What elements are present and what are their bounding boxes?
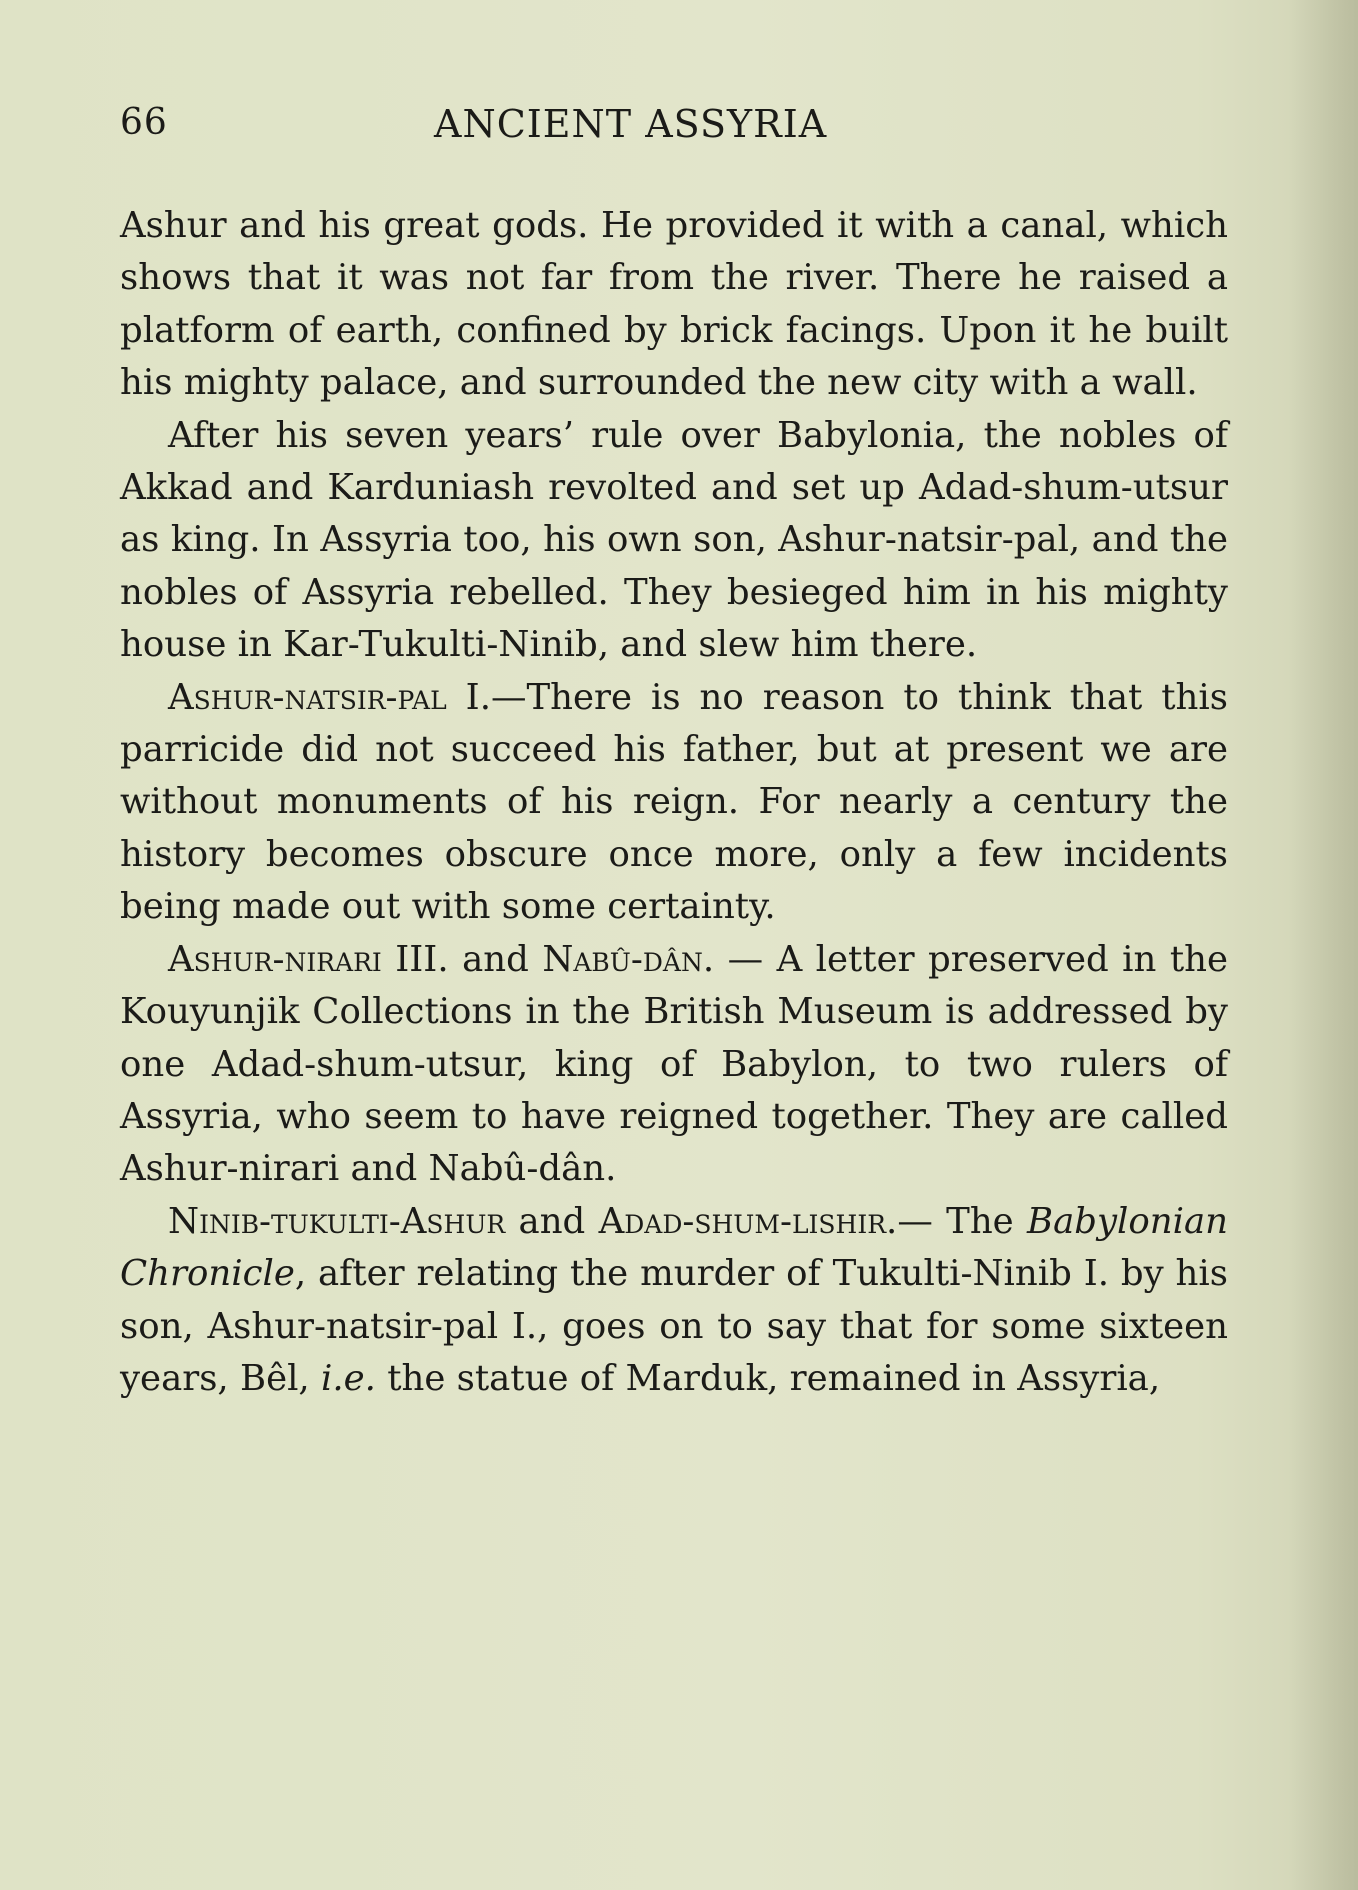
paragraph-5-text-c: the statue of Marduk, remained in Assyria, (375, 1357, 1161, 1399)
section-heading-ninib-tukulti-ashur: Ninib-tukulti-Ashur (168, 1200, 506, 1242)
paragraph-1-text: Ashur and his great gods. He provided it with a canal, which shows that it was not far from the river. There he raised a platform of earth, confined by brick facings. Upon it he built his mighty palace, and surrounded the new city with a wall. (120, 205, 1228, 404)
paragraph-2 (120, 410, 1228, 672)
paragraph-5-text-a: — The (897, 1200, 1027, 1242)
section-heading-adad-shum-lishir: Adad-shum-lishir. (598, 1200, 898, 1242)
page-number: 66 (120, 102, 168, 143)
paragraph-1 (120, 200, 1228, 410)
page-header (120, 102, 1230, 152)
section-heading-joiner: III. and (381, 938, 543, 980)
paragraph-5-text-b: , after relating the murder of Tukulti-Ninib I. by his son, Ashur-natsir-pal I., goes on to say that for some sixteen years, Bêl, (120, 1253, 1228, 1399)
paragraph-4-text: — A letter preserved in the Kouyunjik Collections in the British Museum is addressed by one Adad-shum-utsur, king of Babylon, to two rulers of Assyria, who seem to have reigned together. They are called Ashur-nirari and Nabû-dân. (120, 938, 1229, 1190)
section-heading-joiner: and (505, 1200, 599, 1242)
section-heading-nabu-dan: Nabû-dân. (542, 938, 715, 980)
paragraph-2-text: After his seven years’ rule over Babylonia, the nobles of Akkad and Karduniash revolted and set up Adad-shum-utsur as king. In Assyria too, his own son, Ashur-natsir-pal, and the nobles of Assyria rebelled. They besieged him in his mighty house in Kar-Tukulti-Ninib, and slew him there. (120, 414, 1228, 666)
abbreviation-ie: i.e. (321, 1357, 376, 1399)
section-heading-ashur-natsir-pal: Ashur-natsir-pal I. (168, 676, 491, 718)
book-title-babylonian-chronicle: Babylonian Chronicle (120, 1200, 1228, 1295)
paragraph-3 (120, 672, 1228, 934)
section-heading-ashur-nirari: Ashur-nirari (168, 938, 382, 980)
page-edge-shadow (1288, 0, 1358, 1890)
paragraph-3-text: —There is no reason to think that this parricide did not succeed his father, but at present we are without monuments of his reign. For nearly a century the history becomes obscure once more, only a few incidents being made out with some certainty. (120, 676, 1228, 928)
running-title: ANCIENT ASSYRIA (434, 102, 828, 146)
paragraph-5 (120, 1196, 1228, 1406)
paragraph-4 (120, 934, 1228, 1196)
body-text (120, 200, 1228, 1405)
